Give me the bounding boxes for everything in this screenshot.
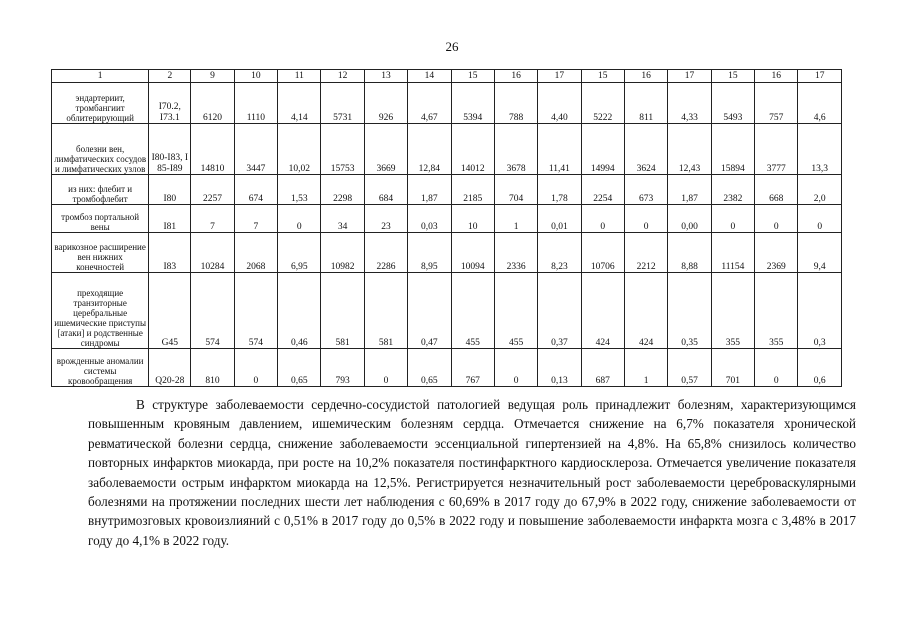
value-cell: 34 [321, 205, 364, 233]
value-cell: 1110 [234, 83, 277, 124]
value-cell: 4,33 [668, 83, 711, 124]
value-cell: 0,57 [668, 349, 711, 387]
value-cell: 0,00 [668, 205, 711, 233]
header-cell: 17 [798, 70, 842, 83]
value-cell: 2,0 [798, 175, 842, 205]
value-cell: 2257 [191, 175, 234, 205]
value-cell: 10706 [581, 233, 624, 273]
value-cell: 8,23 [538, 233, 581, 273]
value-cell: 0,6 [798, 349, 842, 387]
value-cell: 1 [494, 205, 537, 233]
value-cell: 793 [321, 349, 364, 387]
table-header-row [52, 70, 842, 83]
value-cell: 0,65 [278, 349, 321, 387]
value-cell: 757 [755, 83, 798, 124]
value-cell: 0 [364, 349, 407, 387]
value-cell: 8,88 [668, 233, 711, 273]
value-cell: 6120 [191, 83, 234, 124]
value-cell: 5222 [581, 83, 624, 124]
value-cell: 3777 [755, 124, 798, 175]
value-cell: 704 [494, 175, 537, 205]
value-cell: 7 [191, 205, 234, 233]
header-cell: 17 [668, 70, 711, 83]
value-cell: 10094 [451, 233, 494, 273]
value-cell: 4,14 [278, 83, 321, 124]
value-cell: 5493 [711, 83, 754, 124]
value-cell: 10,02 [278, 124, 321, 175]
header-cell: 12 [321, 70, 364, 83]
value-cell: 9,4 [798, 233, 842, 273]
value-cell: 13,3 [798, 124, 842, 175]
value-cell: 12,84 [408, 124, 451, 175]
header-cell: 16 [494, 70, 537, 83]
value-cell: 7 [234, 205, 277, 233]
value-cell: 424 [581, 273, 624, 349]
value-cell: 2286 [364, 233, 407, 273]
header-cell: 2 [149, 70, 191, 83]
value-cell: 424 [624, 273, 667, 349]
value-cell: 355 [711, 273, 754, 349]
value-cell: 574 [234, 273, 277, 349]
value-cell: 4,6 [798, 83, 842, 124]
value-cell: 0 [755, 205, 798, 233]
disease-name-cell: преходящие транзиторные церебральные ишемические приступы [атаки] и родственные синдромы [52, 273, 149, 349]
header-cell: 17 [538, 70, 581, 83]
icd-code-cell: G45 [149, 273, 191, 349]
value-cell: 0 [711, 205, 754, 233]
value-cell: 14810 [191, 124, 234, 175]
body-paragraph: В структуре заболеваемости сердечно-сосудистой патологией ведущая роль принадлежит болезням, характеризующимся повышенным кровяным давлением, ишемическим болезням сердца. Отмечается снижение на 6,7% показателя хронической ревматической болезни сердца, снижение заболеваемости эссенциальной гипертензией на 4,8%. На 65,8% снизилось количество повторных инфарктов миокарда, при росте на 10,2% показателя постинфарктного кардиосклероза. Отмечается увеличение показателя заболеваемости острым инфарктом миокарда на 12,5%. Регистрируется незначительный рост заболеваемости цереброваскулярными болезнями на протяжении последних шести лет наблюдения с 60,69% в 2017 году до 67,9% в 2022 году, снижение заболеваемости от внутримозговых кровоизлияний с 0,51% в 2017 году до 0,5% в 2022 году и повышение заболеваемости инфаркта мозга с 3,48% в 2017 году до 4,1% в 2022 году. [88, 397, 856, 548]
icd-code-cell: Q20-28 [149, 349, 191, 387]
value-cell: 1 [624, 349, 667, 387]
table-row [52, 349, 842, 387]
disease-name-cell: эндартериит, тромбангиит облитерирующий [52, 83, 149, 124]
value-cell: 0,01 [538, 205, 581, 233]
value-cell: 0 [234, 349, 277, 387]
value-cell: 574 [191, 273, 234, 349]
value-cell: 0,65 [408, 349, 451, 387]
table-row [52, 273, 842, 349]
value-cell: 0,35 [668, 273, 711, 349]
value-cell: 10 [451, 205, 494, 233]
value-cell: 2336 [494, 233, 537, 273]
value-cell: 2212 [624, 233, 667, 273]
disease-name-cell: болезни вен, лимфатических сосудов и лимфатических узлов [52, 124, 149, 175]
value-cell: 1,78 [538, 175, 581, 205]
value-cell: 926 [364, 83, 407, 124]
value-cell: 2068 [234, 233, 277, 273]
value-cell: 788 [494, 83, 537, 124]
header-cell: 11 [278, 70, 321, 83]
disease-name-cell: тромбоз портальной вены [52, 205, 149, 233]
header-cell: 15 [711, 70, 754, 83]
value-cell: 10982 [321, 233, 364, 273]
value-cell: 2382 [711, 175, 754, 205]
disease-name-cell: из них: флебит и тромбофлебит [52, 175, 149, 205]
value-cell: 5731 [321, 83, 364, 124]
value-cell: 15894 [711, 124, 754, 175]
icd-code-cell: I83 [149, 233, 191, 273]
value-cell: 15753 [321, 124, 364, 175]
value-cell: 10284 [191, 233, 234, 273]
value-cell: 674 [234, 175, 277, 205]
value-cell: 2369 [755, 233, 798, 273]
value-cell: 1,53 [278, 175, 321, 205]
value-cell: 2185 [451, 175, 494, 205]
value-cell: 0,03 [408, 205, 451, 233]
value-cell: 6,95 [278, 233, 321, 273]
header-cell: 15 [451, 70, 494, 83]
table-row [52, 233, 842, 273]
value-cell: 11154 [711, 233, 754, 273]
value-cell: 4,67 [408, 83, 451, 124]
value-cell: 767 [451, 349, 494, 387]
value-cell: 0 [278, 205, 321, 233]
table-row [52, 83, 842, 124]
value-cell: 0 [494, 349, 537, 387]
value-cell: 701 [711, 349, 754, 387]
morbidity-table [51, 69, 842, 387]
table-row [52, 124, 842, 175]
value-cell: 4,40 [538, 83, 581, 124]
value-cell: 0,47 [408, 273, 451, 349]
value-cell: 684 [364, 175, 407, 205]
value-cell: 14012 [451, 124, 494, 175]
value-cell: 14994 [581, 124, 624, 175]
value-cell: 687 [581, 349, 624, 387]
value-cell: 5394 [451, 83, 494, 124]
value-cell: 668 [755, 175, 798, 205]
value-cell: 8,95 [408, 233, 451, 273]
value-cell: 581 [364, 273, 407, 349]
disease-name-cell: врожденные аномалии системы кровообращения [52, 349, 149, 387]
value-cell: 581 [321, 273, 364, 349]
value-cell: 3678 [494, 124, 537, 175]
header-cell: 16 [624, 70, 667, 83]
value-cell: 2298 [321, 175, 364, 205]
value-cell: 0,13 [538, 349, 581, 387]
page-number: 26 [445, 39, 459, 54]
value-cell: 0 [581, 205, 624, 233]
value-cell: 3447 [234, 124, 277, 175]
header-cell: 16 [755, 70, 798, 83]
icd-code-cell: I80 [149, 175, 191, 205]
disease-name-cell: варикозное расширение вен нижних конечностей [52, 233, 149, 273]
value-cell: 0,3 [798, 273, 842, 349]
value-cell: 1,87 [408, 175, 451, 205]
header-cell: 15 [581, 70, 624, 83]
value-cell: 11,41 [538, 124, 581, 175]
value-cell: 0 [755, 349, 798, 387]
value-cell: 355 [755, 273, 798, 349]
value-cell: 673 [624, 175, 667, 205]
icd-code-cell: I80-I83, I 85-I89 [149, 124, 191, 175]
value-cell: 0,37 [538, 273, 581, 349]
table-row [52, 205, 842, 233]
value-cell: 2254 [581, 175, 624, 205]
value-cell: 0 [798, 205, 842, 233]
value-cell: 810 [191, 349, 234, 387]
value-cell: 12,43 [668, 124, 711, 175]
header-cell: 9 [191, 70, 234, 83]
header-cell: 14 [408, 70, 451, 83]
header-cell: 1 [52, 70, 149, 83]
header-cell: 10 [234, 70, 277, 83]
icd-code-cell: I70.2, I73.1 [149, 83, 191, 124]
value-cell: 3669 [364, 124, 407, 175]
table-row [52, 175, 842, 205]
value-cell: 0 [624, 205, 667, 233]
value-cell: 23 [364, 205, 407, 233]
icd-code-cell: I81 [149, 205, 191, 233]
value-cell: 455 [451, 273, 494, 349]
value-cell: 1,87 [668, 175, 711, 205]
value-cell: 811 [624, 83, 667, 124]
value-cell: 0,46 [278, 273, 321, 349]
value-cell: 455 [494, 273, 537, 349]
header-cell: 13 [364, 70, 407, 83]
value-cell: 3624 [624, 124, 667, 175]
